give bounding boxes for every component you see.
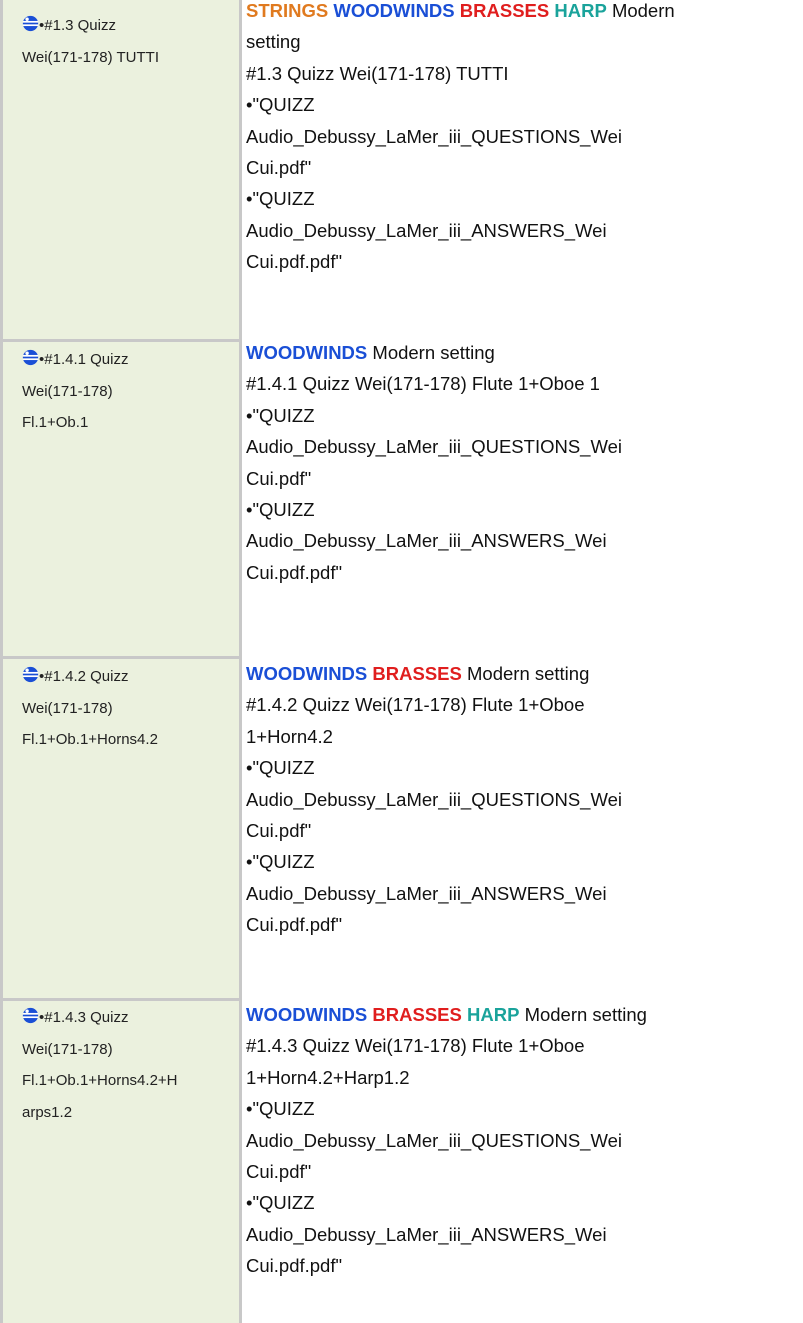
row-link-1-4-2[interactable]: •#1.4.2 Quizz Wei(171-178) Fl.1+Ob.1+Horns4.2 bbox=[22, 661, 237, 756]
questions-file: Audio_Debussy_LaMer_iii_QUESTIONS_Wei bbox=[246, 1129, 622, 1151]
quiz-title: #1.4.3 Quizz Wei(171-178) Flute 1+Oboe bbox=[246, 1035, 585, 1057]
quiz-title-wrap: 1+Horn4.2+Harp1.2 bbox=[246, 1066, 410, 1088]
answers-file: Audio_Debussy_LaMer_iii_ANSWERS_Wei bbox=[246, 1223, 607, 1245]
questions-file: •"QUIZZ bbox=[246, 757, 315, 779]
row-divider bbox=[0, 656, 242, 659]
questions-file: Cui.pdf" bbox=[246, 1161, 312, 1183]
row-description-1-4-3 bbox=[246, 999, 798, 1282]
row-subtitle: Wei(171-178) bbox=[22, 1040, 113, 1058]
row-divider bbox=[0, 998, 242, 1001]
tag-harp: HARP bbox=[554, 0, 607, 21]
row-link-1-3[interactable]: •#1.3 Quizz Wei(171-178) TUTTI bbox=[22, 10, 237, 73]
quiz-title: #1.3 Quizz Wei(171-178) TUTTI bbox=[246, 62, 509, 84]
row-subtitle: Wei(171-178) bbox=[22, 382, 113, 400]
column-divider bbox=[239, 0, 242, 1323]
tag-brasses: BRASSES bbox=[372, 663, 462, 684]
row-description-1-3 bbox=[246, 0, 798, 278]
row-title: #1.4.2 Quizz bbox=[44, 668, 129, 685]
row-title: #1.4.3 Quizz bbox=[44, 1009, 129, 1026]
answers-file: Audio_Debussy_LaMer_iii_ANSWERS_Wei bbox=[246, 530, 607, 552]
tag-brasses: BRASSES bbox=[459, 0, 550, 21]
questions-file: Audio_Debussy_LaMer_iii_QUESTIONS_Wei bbox=[246, 788, 622, 810]
globe-icon bbox=[22, 666, 39, 683]
setting-label-wrap: setting bbox=[246, 31, 301, 53]
row-subtitle: Fl.1+Ob.1+Horns4.2 bbox=[22, 731, 158, 748]
globe-icon bbox=[22, 15, 39, 32]
questions-file: Audio_Debussy_LaMer_iii_QUESTIONS_Wei bbox=[246, 436, 622, 458]
row-link-1-4-3[interactable]: •#1.4.3 Quizz Wei(171-178) Fl.1+Ob.1+Horns4.2+H arps1.2 bbox=[22, 1002, 237, 1128]
setting-label: Modern bbox=[611, 0, 675, 21]
tag-woodwinds: WOODWINDS bbox=[246, 1004, 368, 1025]
row-title: #1.3 Quizz bbox=[44, 17, 116, 34]
row-subtitle: arps1.2 bbox=[22, 1103, 73, 1121]
tag-woodwinds: WOODWINDS bbox=[333, 0, 455, 21]
setting-label: Modern setting bbox=[524, 1004, 647, 1025]
row-description-1-4-1 bbox=[246, 337, 798, 588]
row-subtitle: Fl.1+Ob.1 bbox=[22, 414, 89, 431]
questions-file: •"QUIZZ bbox=[246, 1098, 315, 1120]
tag-strings: STRINGS bbox=[246, 0, 329, 21]
questions-file: Cui.pdf" bbox=[246, 157, 312, 179]
answers-file: •"QUIZZ bbox=[246, 851, 315, 873]
row-subtitle: Wei(171-178) bbox=[22, 699, 113, 717]
questions-file: Cui.pdf" bbox=[246, 820, 312, 842]
answers-file: •"QUIZZ bbox=[246, 499, 315, 521]
quiz-title-wrap: 1+Horn4.2 bbox=[246, 725, 333, 747]
row-title: #1.4.1 Quizz bbox=[44, 351, 129, 368]
questions-file: Cui.pdf" bbox=[246, 467, 312, 489]
row-subtitle: Fl.1+Ob.1+Horns4.2+H bbox=[22, 1072, 178, 1089]
globe-icon bbox=[22, 1007, 39, 1024]
row-description-1-4-2 bbox=[246, 658, 798, 941]
quiz-title: #1.4.1 Quizz Wei(171-178) Flute 1+Oboe 1 bbox=[246, 373, 600, 395]
answers-file: Audio_Debussy_LaMer_iii_ANSWERS_Wei bbox=[246, 882, 607, 904]
questions-file: Audio_Debussy_LaMer_iii_QUESTIONS_Wei bbox=[246, 125, 622, 147]
questions-file: •"QUIZZ bbox=[246, 94, 315, 116]
answers-file: •"QUIZZ bbox=[246, 1192, 315, 1214]
questions-file: •"QUIZZ bbox=[246, 404, 315, 426]
row-divider bbox=[0, 339, 242, 342]
answers-file: Cui.pdf.pdf" bbox=[246, 561, 343, 583]
answers-file: Cui.pdf.pdf" bbox=[246, 1255, 343, 1277]
tag-woodwinds: WOODWINDS bbox=[246, 342, 368, 363]
row-subtitle: Wei(171-178) TUTTI bbox=[22, 48, 159, 66]
quiz-title: #1.4.2 Quizz Wei(171-178) Flute 1+Oboe bbox=[246, 694, 585, 716]
answers-file: •"QUIZZ bbox=[246, 188, 315, 210]
row-link-1-4-1[interactable]: •#1.4.1 Quizz Wei(171-178) Fl.1+Ob.1 bbox=[22, 344, 237, 439]
answers-file: Cui.pdf.pdf" bbox=[246, 251, 343, 273]
tag-brasses: BRASSES bbox=[372, 1004, 462, 1025]
answers-file: Cui.pdf.pdf" bbox=[246, 914, 343, 936]
globe-icon bbox=[22, 349, 39, 366]
tag-harp: HARP bbox=[467, 1004, 520, 1025]
setting-label: Modern setting bbox=[372, 342, 495, 363]
setting-label: Modern setting bbox=[467, 663, 590, 684]
answers-file: Audio_Debussy_LaMer_iii_ANSWERS_Wei bbox=[246, 219, 607, 241]
tag-woodwinds: WOODWINDS bbox=[246, 663, 368, 684]
